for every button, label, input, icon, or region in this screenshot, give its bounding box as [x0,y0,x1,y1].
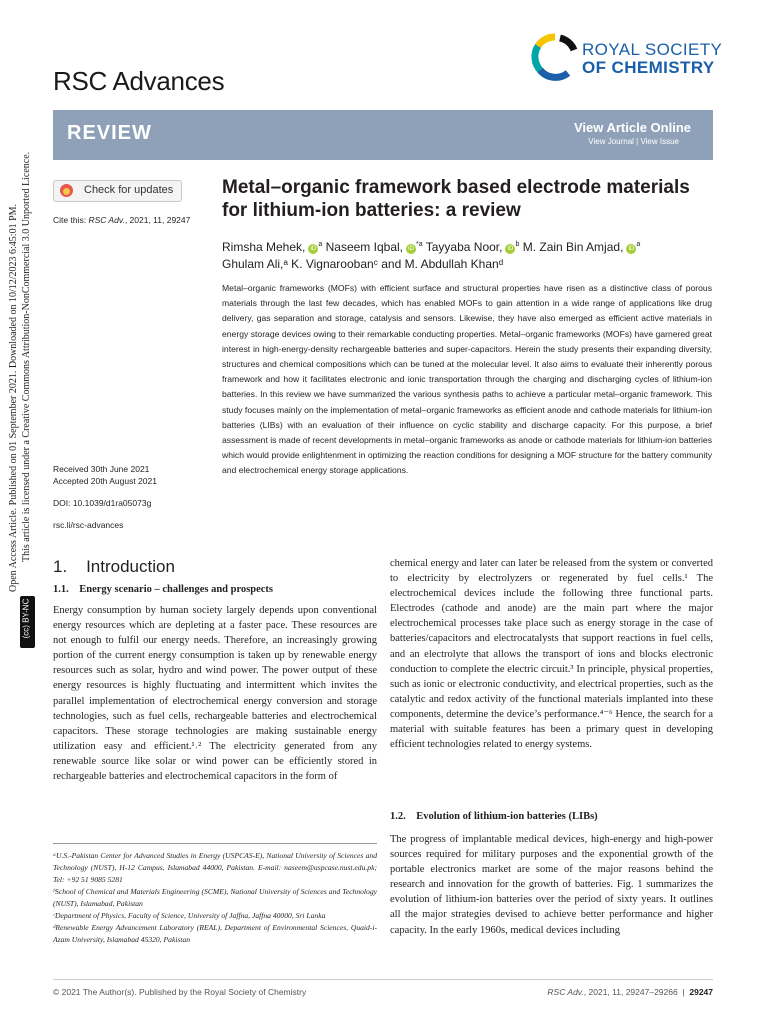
rsc-logo-icon [530,32,580,82]
orcid-icon[interactable]: iD [308,244,318,254]
author-list [222,236,712,273]
check-updates-label: Check for updates [84,184,174,196]
footnote: ᶜDepartment of Physics, Faculty of Science, University of Jaffna, Jaffna 40000, Sri Lanka [53,911,326,920]
cite-this [53,215,190,225]
affiliation-mark: *a [416,241,423,248]
abstract: Metal–organic frameworks (MOFs) with efficient surface and structural properties have risen as a distinctive class of porous materials through the last few decades, which has enabled MOFs to gain attention in a wide range of applications like drug delivery, gas separation and storage, catalysis and sensors. Likewise, they have also emerged as efficient active materials in energy storage devices owing to their remarkable conducting properties. Metal–organic frameworks (MOFs) have garnered great interest in high-energy-density rechargeable batteries and super-capacitors. Herein the study presents their expanding diversity, structures and chemical compositions which can be tuned at the molecular level. It also aims to evaluate their inherently porous framework and how it facilitates electronic and ionic transportation through the charging and discharging cycles of lithium-ion batteries. In this review we have summarized the various synthesis paths to achieve a particular metal–organic framework. This study focuses mainly on the implementation of metal–organic frameworks as efficient anode and cathode materials for lithium-ion batteries (LIBs) with an evaluation of their influence on cyclic stability and discharge capacity. For this purpose, a brief assessment is made of recent developments in metal–organic frameworks as anode or cathode materials for lithium-ion batteries which would provide enlightenment in optimizing the reaction conditions for designing a MOF structure for the battery community and electrochemical energy storage applications. [222,283,712,476]
cite-journal: RSC Adv. [88,215,125,225]
affiliation-mark: b [515,241,520,248]
logo-line1: ROYAL SOCIETY [582,40,723,59]
footnote: ᵇSchool of Chemical and Materials Engineering (SCME), National University of Sciences and Technology (NUST), Islamabad, Pakistan [53,887,377,908]
footnote-divider [53,843,377,844]
authors-line2: Ghulam Ali,ᵃ K. Vignaroobanᶜ and M. Abdullah Khanᵈ [222,257,504,271]
licence-notice[interactable]: This article is licensed under a Creative Commons Attribution-NonCommercial 3.0 Unported Licence. [21,151,32,562]
subsection-title-lib-evolution: 1.2. Evolution of lithium-ion batteries (LIBs) [390,811,598,822]
affiliations-footnotes [53,850,377,946]
cc-licence-badge[interactable] [20,596,35,648]
author-name[interactable]: Tayyaba Noor, [422,240,503,254]
review-banner [53,110,713,160]
footnote: ᵃU.S.-Pakistan Center for Advanced Studies in Energy (USPCAS-E), National University of Sciences and Technology (NUST), H-12 Campus, Islamabad 44000, Pakistan. E-mail: naseem@uspcase.nust.edu.pk; Tel: +92 51 9085 5281 [53,851,377,884]
body-paragraph-col2a: chemical energy and later can later be released from the system or converted to electricity by electrolyzers or regenerated by fuel cells.¹ The electrochemical devices include the following three functional parts. Electrodes (cathode and anode) are the main part where the major electrochemical processes take place such as energy storage in the case of batteries/capacitors and electrocatalysts that support reactions in fuel cells, and an electrolyte that allows the transport of ions and blocks electronic conduction to complete the electric circuit.³ In principle, physical properties, such as ionic or electronic conductivity, and electrical properties, such as the catalytic and redox activity of the functional materials implanted into these components, determine the device’s performance.⁴⁻⁶ Hence, the search for a material with suitable features has been a primary quest in developing efficient technologies related to energy systems. [390,558,713,751]
author-name[interactable]: Naseem Iqbal, [322,240,403,254]
body-paragraph-col1: Energy consumption by human society largely depends upon conventional energy resources which are depleting at a faster pace. These resources are not enough to fulfil our energy needs. Therefore, an increasingly growing portion of the current energy consumption is taken up by renewable energy resources such as solar, hydro and wind power. The power output of these energy resources is highly fluctuating and intermittent which invites the parallel implementation of electrochemical energy conversion and storage technologies, such as fuel cells, rechargeable batteries and electrochemical capacitors. These storage technologies are making sustainable energy utilization easy and efficient.¹˒² The electricity generated from any renewable source like solar or wind power can be efficiently stored in rechargeable batteries and electrochemical capacitors in the form of [53,605,377,783]
view-article-online-link[interactable]: View Article Online [573,120,691,135]
accepted-date: Accepted 20th August 2021 [53,476,157,486]
affiliation-mark: a [636,241,641,248]
authors-line1 [222,236,712,256]
orcid-icon[interactable]: iD [406,244,416,254]
footer-journal: RSC Adv. [547,987,584,997]
rsc-logo[interactable] [528,30,723,88]
footer-divider [53,979,713,980]
check-for-updates-button[interactable] [53,180,182,202]
cite-prefix: Cite this: [53,215,89,225]
footer-citation [547,987,713,997]
orcid-icon[interactable]: iD [626,244,636,254]
doi[interactable]: DOI: 10.1039/d1ra05073g [53,498,152,508]
footer-volume-pages: , 2021, 11, 29247–29266 | [583,987,690,997]
article-type-label: REVIEW [67,122,152,144]
author-name[interactable]: Rimsha Mehek, [222,240,306,254]
affiliation-mark: a [318,241,323,248]
cite-rest: , 2021, 11, 29247 [124,215,191,225]
body-paragraph-col2b: The progress of implantable medical devices, high-energy and high-power sources required for military purposes and the exponential growth of the portable electronics market are some of the major reasons behind the research and innovation for the growth of batteries. Fig. 1 summarizes the evolution of lithium-ion batteries over the period of sixty years. It outlines all the major strategies devised to achieve better performance and higher capacity. In the early 1960s, medical devices including [390,834,713,936]
cc-badge-text: (cc) BY-NC [21,598,31,639]
article-history [53,463,203,531]
journal-title: RSC Advances [53,66,225,96]
open-access-notice: Open Access Article. Published on 01 September 2021. Downloaded on 10/12/2023 6:45:01 PM. [8,203,19,592]
crossmark-icon [60,184,73,197]
page-number: 29247 [689,987,713,997]
footnote: ᵈRenewable Energy Advancement Laboratory (REAL), Department of Environmental Sciences, Quaid-i-Azam University, Islamabad 45320, Pakistan [53,923,377,944]
orcid-icon[interactable]: iD [505,244,515,254]
article-title: Metal–organic framework based electrode materials for lithium-ion batteries: a review [222,177,690,221]
journal-url[interactable]: rsc.li/rsc-advances [53,520,124,530]
author-name[interactable]: M. Zain Bin Amjad, [519,240,624,254]
footer-copyright: © 2021 The Author(s). Published by the Royal Society of Chemistry [53,987,307,997]
section-title-introduction: 1. Introduction [53,557,175,576]
view-journal-issue-links[interactable]: View Journal | View Issue [588,137,679,146]
received-date: Received 30th June 2021 [53,464,150,474]
subsection-title-energy-scenario: 1.1. Energy scenario – challenges and prospects [53,584,274,595]
logo-line2: OF CHEMISTRY [582,58,715,77]
